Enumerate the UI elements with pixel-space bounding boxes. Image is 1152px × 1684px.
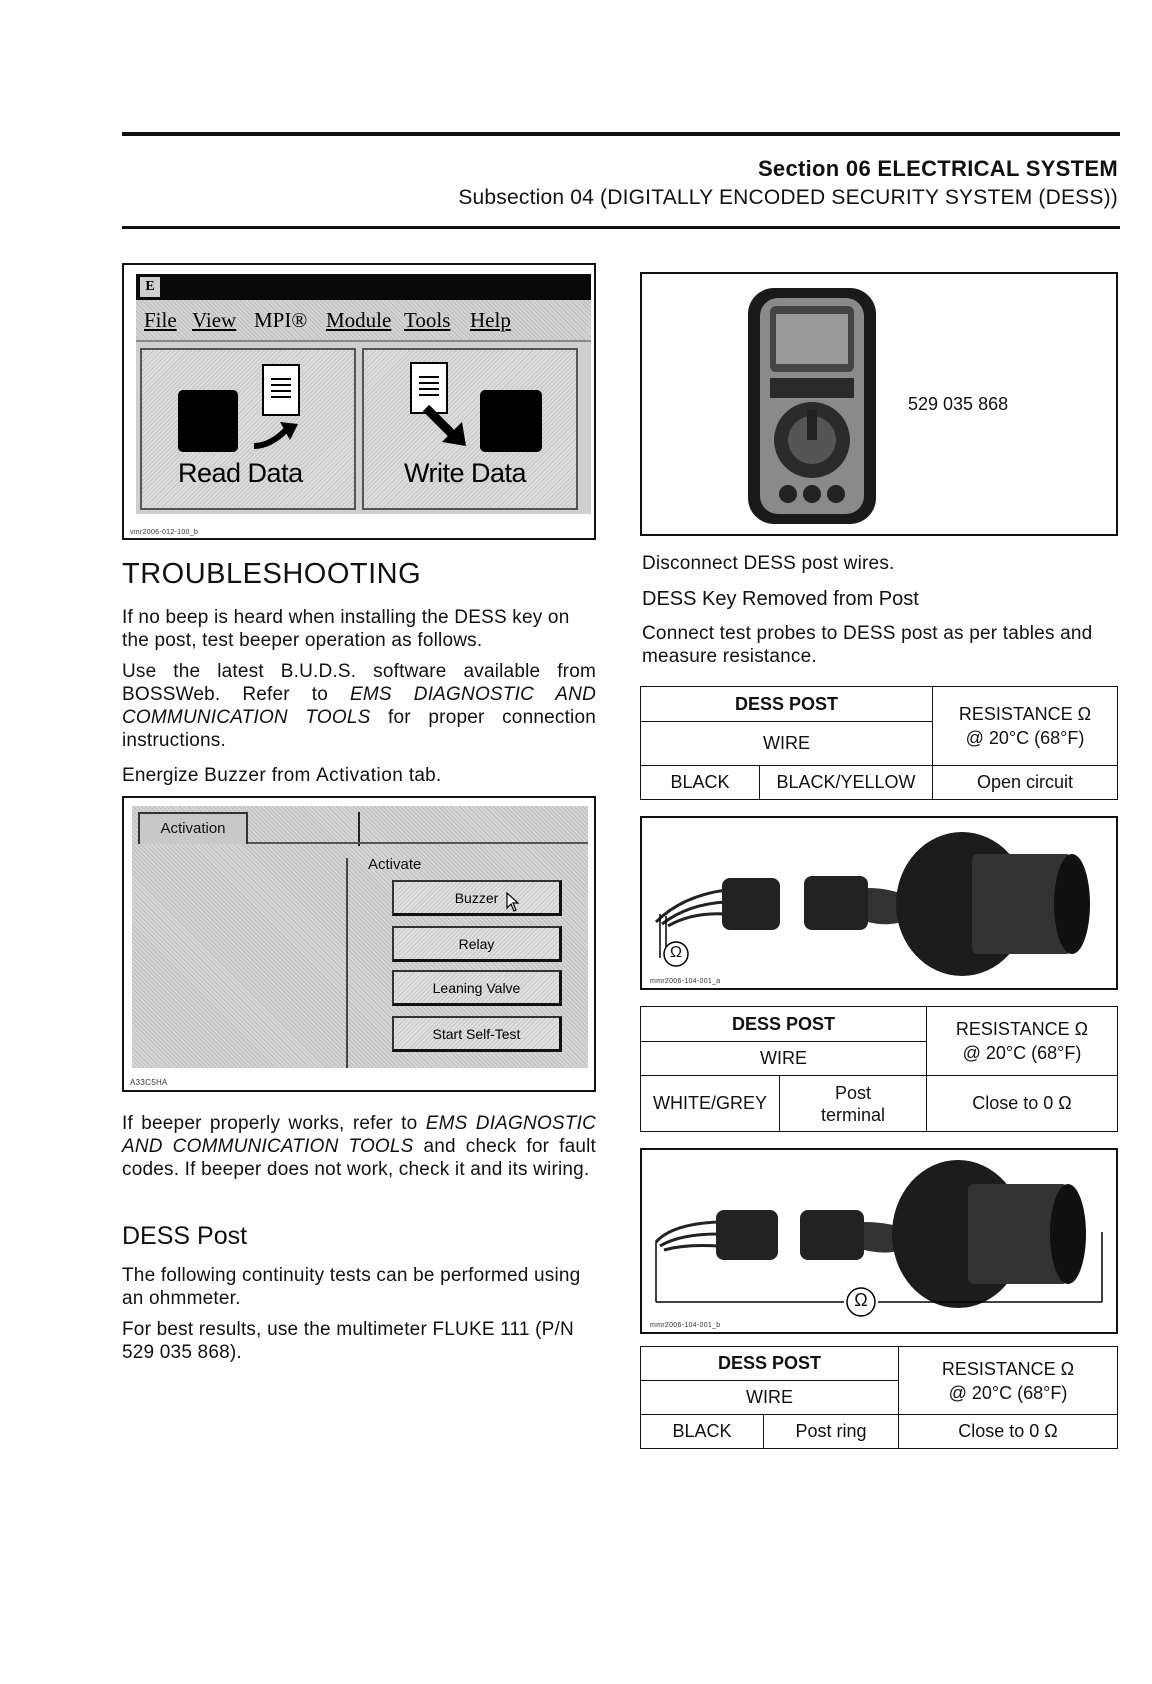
buds-window bbox=[136, 274, 591, 514]
start-self-test-button[interactable]: Start Self-Test bbox=[392, 1016, 562, 1052]
header-rule-bottom bbox=[122, 226, 1120, 229]
arrow-icon bbox=[250, 416, 310, 452]
resistance-table-2 bbox=[640, 1006, 1118, 1132]
table-header-dess-post: DESS POST bbox=[641, 1347, 899, 1381]
table-header-resistance: RESISTANCE Ω @ 20°C (68°F) bbox=[899, 1347, 1118, 1415]
leaning-valve-button[interactable]: Leaning Valve bbox=[392, 970, 562, 1006]
buds-logo-icon: E bbox=[140, 277, 160, 297]
table-header-resistance: RESISTANCE Ω @ 20°C (68°F) bbox=[927, 1007, 1118, 1076]
figure-caption: A33C5HA bbox=[130, 1078, 168, 1087]
section-title: Section 06 ELECTRICAL SYSTEM bbox=[757, 156, 1118, 181]
write-data-label: Write Data bbox=[404, 458, 527, 488]
dess-post-heading: DESS Post bbox=[122, 1222, 248, 1250]
disconnect-para: Disconnect DESS post wires. bbox=[642, 553, 895, 574]
manual-reference: EMS DIAGNOSTIC AND COMMUNICATION TOOLS bbox=[122, 1113, 597, 1157]
troubleshooting-para-1: If no beep is heard when installing the DESS key on the post, test beeper operation as follows. bbox=[122, 607, 570, 651]
multimeter-image bbox=[744, 284, 880, 528]
table-cell: Post ring bbox=[764, 1415, 899, 1449]
table-header-resistance: RESISTANCE Ω @ 20°C (68°F) bbox=[933, 687, 1118, 766]
beeper-result-para: If beeper properly works, refer to EMS DIAGNOSTIC AND COMMUNICATION TOOLS and check for fault codes. If beeper does not work, check it and its wiring. bbox=[122, 1113, 597, 1180]
table-cell: BLACK bbox=[641, 766, 760, 800]
manual-reference: EMS DIAGNOSTIC AND COMMUNICATION TOOLS bbox=[122, 684, 596, 728]
table-cell: Close to 0 Ω bbox=[899, 1415, 1118, 1449]
tab-separator bbox=[358, 812, 360, 846]
ohm-symbol: Ω bbox=[854, 1290, 868, 1310]
table-header-wire: WIRE bbox=[641, 722, 933, 766]
activation-window bbox=[132, 806, 588, 1068]
buzzer-term: Buzzer bbox=[204, 765, 267, 786]
dess-post-photo-b bbox=[640, 1148, 1118, 1334]
document-icon bbox=[262, 364, 300, 416]
buzzer-button[interactable]: Buzzer bbox=[392, 880, 562, 916]
figure-caption: mmr2006-104-001_a bbox=[650, 978, 721, 985]
header-rule-top bbox=[122, 132, 1120, 136]
buds-menubar bbox=[136, 300, 591, 342]
activate-group-label: Activate bbox=[368, 856, 422, 873]
menu-file[interactable]: File bbox=[144, 308, 177, 332]
dess-post-para-2: For best results, use the multimeter FLUKE 111 (P/N 529 035 868). bbox=[122, 1319, 574, 1363]
troubleshooting-para-2: Use the latest B.U.D.S. software available from BOSSWeb. Refer to EMS DIAGNOSTIC AND COMMUNICATION TOOLS for proper connection instructions. bbox=[122, 661, 596, 751]
figure-caption: mmr2006-104-001_b bbox=[650, 1322, 721, 1329]
tab-underline bbox=[248, 842, 588, 844]
read-data-label: Read Data bbox=[178, 458, 303, 488]
activation-figure bbox=[122, 796, 596, 1092]
table-cell: BLACK/YELLOW bbox=[760, 766, 933, 800]
ecu-icon bbox=[480, 390, 542, 452]
left-pane-divider bbox=[346, 858, 348, 1068]
read-data-button[interactable] bbox=[140, 348, 356, 510]
ecu-icon bbox=[178, 390, 238, 452]
table-header-dess-post: DESS POST bbox=[641, 1007, 927, 1042]
relay-button[interactable]: Relay bbox=[392, 926, 562, 962]
table-cell: Post terminal bbox=[780, 1076, 927, 1132]
menu-help[interactable]: Help bbox=[470, 308, 511, 332]
figure-caption: vmr2006-012-100_b bbox=[130, 529, 199, 536]
table-cell: WHITE/GREY bbox=[641, 1076, 780, 1132]
mouse-cursor-icon bbox=[506, 892, 520, 912]
multimeter-figure bbox=[640, 272, 1118, 536]
multimeter-part-number: 529 035 868 bbox=[908, 394, 1009, 414]
table-header-wire: WIRE bbox=[641, 1042, 927, 1076]
troubleshooting-para-3: Energize Buzzer from Activation tab. bbox=[122, 765, 442, 786]
resistance-table-3 bbox=[640, 1346, 1118, 1449]
dess-post-image bbox=[642, 818, 1116, 988]
table-cell: Open circuit bbox=[933, 766, 1118, 800]
key-removed-heading: DESS Key Removed from Post bbox=[642, 588, 919, 610]
arrow-icon bbox=[420, 402, 476, 452]
connect-probes-para: Connect test probes to DESS post as per tables and measure resistance. bbox=[642, 623, 1093, 667]
ohm-symbol: Ω bbox=[670, 944, 682, 961]
troubleshooting-heading: TROUBLESHOOTING bbox=[122, 558, 422, 590]
table-header-dess-post: DESS POST bbox=[641, 687, 933, 722]
menu-tools[interactable]: Tools bbox=[404, 308, 451, 332]
table-cell: Close to 0 Ω bbox=[927, 1076, 1118, 1132]
dess-post-photo-a bbox=[640, 816, 1118, 990]
subsection-title: Subsection 04 (DIGITALLY ENCODED SECURITY SYSTEM (DESS)) bbox=[458, 186, 1118, 209]
menu-view[interactable]: View bbox=[192, 308, 237, 332]
table-header-wire: WIRE bbox=[641, 1381, 899, 1415]
buds-titlebar bbox=[136, 274, 591, 300]
tab-activation[interactable]: Activation bbox=[138, 812, 248, 844]
dess-post-image bbox=[642, 1150, 1116, 1332]
activation-term: Activation bbox=[315, 765, 404, 786]
buds-main-figure bbox=[122, 263, 596, 540]
write-data-button[interactable] bbox=[362, 348, 578, 510]
table-cell: BLACK bbox=[641, 1415, 764, 1449]
menu-mpi[interactable]: MPI® bbox=[254, 308, 308, 332]
dess-post-para-1: The following continuity tests can be performed using an ohmmeter. bbox=[122, 1265, 581, 1309]
resistance-table-1 bbox=[640, 686, 1118, 800]
menu-module[interactable]: Module bbox=[326, 308, 392, 332]
